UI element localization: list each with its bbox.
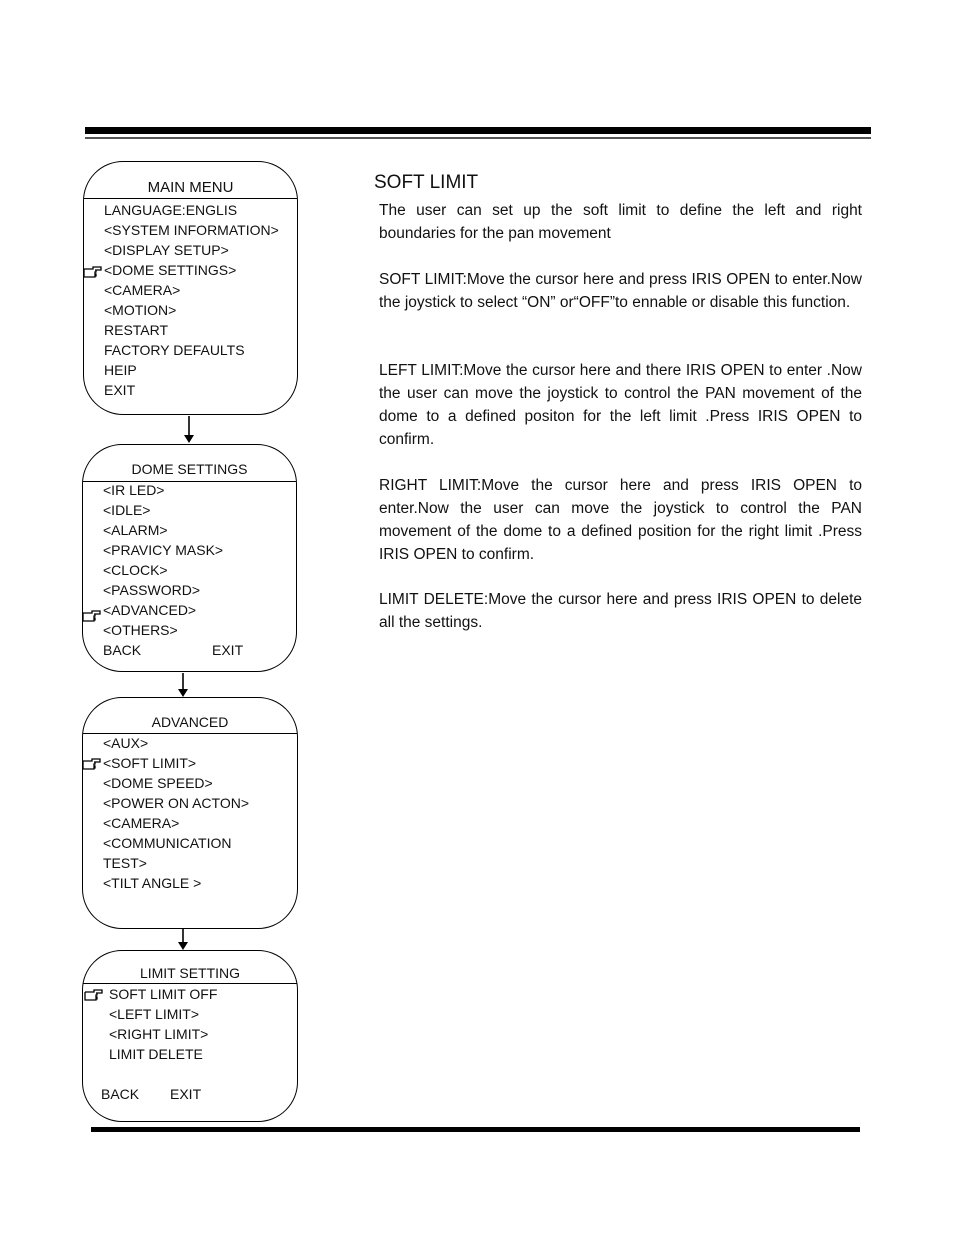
advanced-item-communication-test[interactable]: TEST> — [103, 855, 147, 871]
dome-item-password[interactable]: <PASSWORD> — [103, 582, 200, 598]
limit-back-button[interactable]: BACK — [101, 1086, 140, 1102]
dome-item-clock[interactable]: <CLOCK> — [103, 562, 168, 578]
main-menu-item-language[interactable]: LANGUAGE:ENGLIS — [104, 202, 238, 218]
main-menu-item-system-information[interactable]: <SYSTEM INFORMATION> — [104, 222, 279, 238]
soft-limit-paragraph: SOFT LIMIT:Move the cursor here and press IRIS OPEN to enter.Now the joystick to select “ON” or“OFF”to ennable or disable this function. — [379, 271, 862, 311]
main-menu-item-display-setup[interactable]: <DISPLAY SETUP> — [104, 242, 229, 258]
limit-item-right-limit[interactable]: <RIGHT LIMIT> — [109, 1026, 209, 1042]
header-rule — [85, 127, 871, 134]
dome-settings-box — [82, 444, 297, 672]
advanced-item-communication[interactable]: <COMMUNICATION — [103, 835, 232, 851]
left-limit-paragraph: LEFT LIMIT:Move the cursor here and there IRIS OPEN to enter .Now the user can move the joystick to control the PAN movement of the dome to a defined positon for the left limit .Press IRIS OPEN to confirm. — [379, 362, 862, 448]
pointing-hand-icon — [82, 607, 102, 623]
main-menu-item-exit[interactable]: EXIT — [104, 382, 136, 398]
advanced-menu-box — [82, 697, 298, 929]
dome-item-ir-led[interactable]: <IR LED> — [103, 482, 165, 498]
main-menu-item-motion[interactable]: <MOTION> — [104, 302, 177, 318]
section-title: SOFT LIMIT — [374, 172, 479, 193]
dome-item-advanced[interactable]: <ADVANCED> — [103, 602, 197, 618]
dome-exit-button[interactable]: EXIT — [212, 642, 244, 658]
dome-back-button[interactable]: BACK — [103, 642, 142, 658]
main-menu-divider — [84, 198, 297, 199]
advanced-item-power-on-action[interactable]: <POWER ON ACTON> — [103, 795, 249, 811]
advanced-menu-title: ADVANCED — [151, 714, 229, 730]
pointing-hand-icon — [84, 986, 104, 1002]
footer-rule — [91, 1127, 860, 1132]
main-menu-item-factory-defaults[interactable]: FACTORY DEFAULTS — [104, 342, 245, 358]
dome-item-others[interactable]: <OTHERS> — [103, 622, 178, 638]
advanced-item-tilt-angle[interactable]: <TILT ANGLE > — [103, 875, 202, 891]
main-menu-item-restart[interactable]: RESTART — [104, 322, 169, 338]
limit-setting-box — [82, 950, 298, 1122]
dome-item-idle[interactable]: <IDLE> — [103, 502, 151, 518]
limit-setting-title: LIMIT SETTING — [139, 965, 241, 981]
advanced-item-dome-speed[interactable]: <DOME SPEED> — [103, 775, 213, 791]
main-menu-item-help[interactable]: HEIP — [104, 362, 137, 378]
dome-item-privacy-mask[interactable]: <PRAVICY MASK> — [103, 542, 224, 558]
arrow-down-icon — [183, 416, 195, 444]
limit-exit-button[interactable]: EXIT — [170, 1086, 202, 1102]
header-rule-thin — [85, 137, 871, 139]
arrow-down-icon — [177, 929, 189, 951]
advanced-item-camera[interactable]: <CAMERA> — [103, 815, 180, 831]
limit-item-soft-limit-off[interactable]: SOFT LIMIT OFF — [109, 986, 218, 1002]
limit-item-limit-delete[interactable]: LIMIT DELETE — [109, 1046, 203, 1062]
main-menu-title: MAIN MENU — [147, 179, 234, 196]
advanced-item-aux[interactable]: <AUX> — [103, 735, 149, 751]
main-menu-item-camera[interactable]: <CAMERA> — [104, 282, 181, 298]
intro-paragraph: The user can set up the soft limit to define the left and right boundaries for the pan movement — [379, 202, 862, 242]
limit-item-left-limit[interactable]: <LEFT LIMIT> — [109, 1006, 199, 1022]
arrow-down-icon — [177, 673, 189, 698]
dome-item-alarm[interactable]: <ALARM> — [103, 522, 168, 538]
dome-settings-title: DOME SETTINGS — [131, 461, 248, 477]
limit-delete-paragraph: LIMIT DELETE:Move the cursor here and press IRIS OPEN to delete all the settings. — [379, 591, 862, 631]
main-menu-item-dome-settings[interactable]: <DOME SETTINGS> — [104, 262, 237, 278]
pointing-hand-icon — [83, 263, 103, 279]
advanced-item-soft-limit[interactable]: <SOFT LIMIT> — [103, 755, 197, 771]
right-limit-paragraph: RIGHT LIMIT:Move the cursor here and press IRIS OPEN to enter.Now the user can move the joystick to control the PAN movement of the dome to a defined position for the right limit .Press IRIS OPEN to confirm. — [379, 477, 862, 563]
pointing-hand-icon — [82, 755, 102, 771]
main-menu-box — [83, 161, 298, 415]
